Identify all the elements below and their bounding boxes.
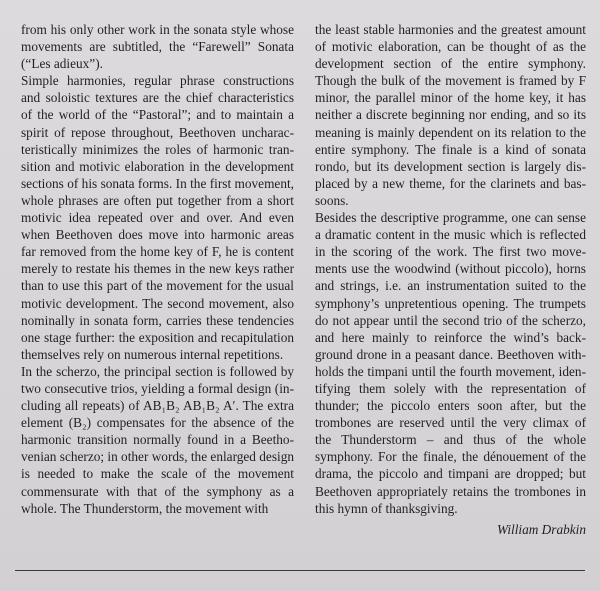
paragraph: In the scherzo, the principal section is followed by two consecutive trios, yielding a formal design (including all repeats) of AB₁B₂ AB₁B₂ A′. The extra element (B₂) compensates for the absence of the harmonic transition normally found in a Beethovenian scherzo; in other words, the enlarged design is needed to make the scale of the movement commensurate with that of the symphony as a whole. The Thunderstorm, the movement with <box>21 363 294 516</box>
author-signature: William Drabkin <box>496 521 586 537</box>
bottom-rule <box>15 570 585 571</box>
paragraph: Besides the descriptive programme, one can sense a dramatic content in the music which is reflected in the scoring of the work. The first two movements use the woodwind (without piccolo), horns and strings, i.e. an instrumentation suited to the symphony’s unpretentious opening. The trumpets do not appear until the second trio of the scherzo, and here mainly to reinforce the wind’s background drone in a peasant dance. Beethoven withholds the timpani until the fourth movement, identifying them solely with the representation of thunder; the piccolo enters soon after, but the trombones are reserved until the very climax of the Thunderstorm – and thus of the whole symphony. For the finale, the dénouement of the drama, the piccolo and timpani are dropped; but Beethoven appropriately retains the trombones in this hymn of thanksgiving. <box>315 210 586 516</box>
paragraph: Simple harmonies, regular phrase constructions and soloistic textures are the chief characteristics of the world of the “Pastoral”; and to maintain a spirit of repose throughout, Beethoven uncharacteristically minimizes the roles of harmonic transition and motivic elaboration in the development sections of his sonata forms. In the first movement, whole phrases are often put together from a short motivic idea repeated over and over. And even when Beethoven does move into harmonic areas far removed from the home key of F, he is content merely to restate his themes in the new keys rather than to use this part of the movement for the usual motivic development. The second movement, also nominally in sonata form, carries these tendencies one stage further: the exposition and recapitulation themselves rely on numerous internal repetitions. <box>21 73 294 362</box>
paragraph: from his only other work in the sonata style whose movements are subtitled, the “Farewell” Sonata (“Les adieux”). <box>21 22 294 72</box>
left-text-column <box>21 21 294 517</box>
right-text-column <box>315 21 586 538</box>
paragraph: the least stable harmonies and the greatest amount of motivic elaboration, can be thought of as the development section of the entire symphony. Though the bulk of the movement is framed by F minor, the parallel minor of the home key, it has neither a discrete beginning nor ending, and so its meaning is mainly dependent on its relation to the entire symphony. The finale is a kind of sonata rondo, but its development section is largely displaced by a new theme, for the clarinets and bassoons. <box>315 22 586 208</box>
